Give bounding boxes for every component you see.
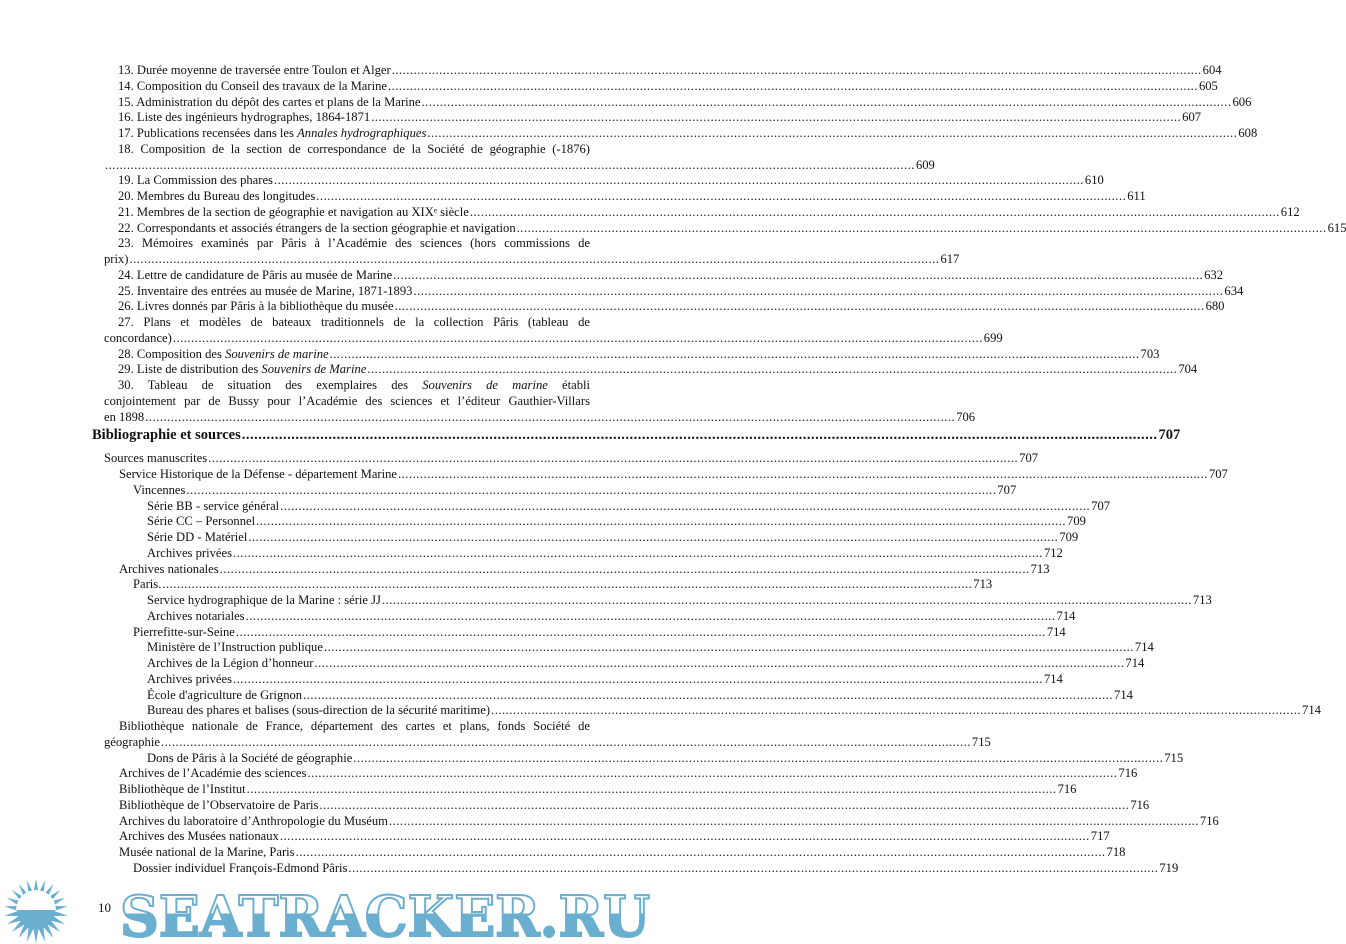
entry-title-text: 17. Publications recensées dans les bbox=[118, 126, 298, 140]
toc-entry-label bbox=[133, 483, 185, 499]
dot-leader bbox=[314, 656, 1124, 672]
dot-leader bbox=[173, 331, 983, 347]
toc-entry-label bbox=[147, 640, 323, 656]
entry-title-text: Archives du laboratoire d’Anthropologie du Muséum bbox=[119, 813, 388, 828]
entry-title-text: 16. Liste des ingénieurs hydrographes, 1864-1871 bbox=[118, 110, 371, 125]
page-number: 10 bbox=[98, 900, 111, 915]
toc-entry-label bbox=[133, 577, 161, 593]
toc-entry[interactable] bbox=[104, 719, 991, 751]
entry-title-text: 24. Lettre de candidature de Pâris au musée de Marine bbox=[118, 267, 393, 282]
toc-entry-line bbox=[104, 78, 1218, 95]
toc-entry[interactable] bbox=[104, 283, 1244, 300]
seatracker-watermark bbox=[0, 878, 668, 944]
entry-title-text: Archives de la Légion d’honneur bbox=[147, 656, 314, 670]
toc-entry[interactable] bbox=[104, 829, 1110, 845]
toc-entry-line bbox=[104, 766, 1138, 782]
entry-title-text: 14. Composition du Conseil des travaux de la Marine bbox=[118, 78, 387, 93]
sun-logo-icon bbox=[4, 879, 67, 943]
dot-leader bbox=[247, 782, 1057, 798]
entry-title-text: Paris. bbox=[133, 577, 162, 592]
entry-title-text: Archives des Musées nationaux bbox=[119, 829, 279, 844]
toc-entry-label bbox=[119, 829, 279, 845]
entry-title-text-post: établi bbox=[547, 378, 591, 392]
entry-title-text: Pierrefitte-sur-Seine bbox=[133, 624, 235, 639]
dot-leader bbox=[388, 79, 1198, 95]
toc-entry-label bbox=[133, 625, 235, 641]
toc-entry-line bbox=[104, 299, 1225, 315]
toc-entry-label bbox=[118, 63, 391, 79]
dot-leader bbox=[367, 362, 1177, 378]
dot-leader bbox=[129, 252, 939, 268]
page-ref: 632 bbox=[1204, 267, 1223, 282]
entry-title-text: Dossier individuel François-Edmond Pâris bbox=[133, 860, 348, 875]
dot-leader bbox=[330, 347, 1140, 363]
toc-entry-label bbox=[119, 845, 295, 861]
page-ref: 704 bbox=[1178, 362, 1198, 377]
dot-leader bbox=[422, 95, 1232, 111]
toc-entry[interactable] bbox=[104, 845, 1126, 861]
toc-entry[interactable] bbox=[104, 530, 1079, 546]
toc-entry-label bbox=[119, 798, 318, 814]
page-ref: 605 bbox=[1198, 78, 1218, 93]
entry-title-text: Archives privées bbox=[147, 671, 232, 686]
toc-entry-line bbox=[104, 687, 1133, 704]
toc-entry-line bbox=[104, 671, 1063, 688]
toc-entry-line bbox=[104, 362, 1198, 378]
entry-title-italic: Souvenirs de marine bbox=[422, 378, 548, 392]
dot-leader bbox=[353, 751, 1163, 767]
dot-leader bbox=[236, 625, 1046, 641]
dot-leader bbox=[233, 672, 1043, 688]
entry-title-text: 30. Tableau de situation des exemplaires des bbox=[118, 378, 423, 392]
toc-entry[interactable] bbox=[104, 267, 1223, 284]
dot-leader bbox=[256, 514, 1066, 530]
toc-entry-line bbox=[104, 813, 1219, 830]
toc-entry-label bbox=[118, 189, 315, 205]
toc-entry[interactable] bbox=[104, 782, 1077, 798]
entry-title-text: 22. Correspondants et associés étrangers de la section géographie et navigation bbox=[118, 220, 516, 235]
entry-title-text: Archives privées bbox=[147, 545, 232, 560]
page-ref: 607 bbox=[1182, 110, 1202, 125]
toc-entry[interactable] bbox=[104, 750, 1184, 767]
toc-entry-label bbox=[118, 284, 412, 300]
toc-entry-line bbox=[104, 94, 1252, 111]
entry-title-text: 15. Administration du dépôt des cartes et plans de la Marine bbox=[118, 94, 421, 109]
toc-entry[interactable] bbox=[104, 315, 1003, 347]
toc-entry-label bbox=[118, 205, 469, 221]
dot-leader bbox=[348, 861, 1158, 877]
entry-title-italic: Souvenirs de marine bbox=[225, 346, 329, 361]
page-ref: 713 bbox=[1030, 561, 1050, 576]
dot-leader bbox=[145, 410, 955, 426]
toc-entry-line bbox=[104, 656, 1145, 672]
toc-entry[interactable] bbox=[104, 173, 1104, 189]
entry-title-text: Sources manuscrites bbox=[104, 451, 208, 466]
toc-entry[interactable] bbox=[104, 346, 1160, 363]
toc-entry[interactable] bbox=[104, 141, 935, 174]
toc-entry-label bbox=[118, 110, 370, 126]
toc-entry[interactable] bbox=[104, 687, 1133, 704]
entry-title-text: 27. Plans et modèles de bateaux traditionnels de la collection Pâris (tableau de bbox=[118, 315, 590, 329]
toc-entry-line bbox=[104, 624, 1066, 641]
page-ref: 707 bbox=[997, 482, 1017, 497]
toc-entry-continuation: prix) bbox=[104, 252, 129, 266]
toc-entry-label bbox=[119, 766, 306, 782]
entry-title-text: Archives notariales bbox=[147, 608, 245, 623]
toc-entry-line bbox=[104, 63, 1222, 79]
page-ref: 718 bbox=[1106, 845, 1126, 859]
toc-entry-continuation: géographie bbox=[104, 734, 160, 749]
toc-entry-line bbox=[104, 173, 1104, 189]
toc-entry[interactable] bbox=[104, 78, 1218, 95]
toc-entry-label bbox=[118, 126, 426, 142]
dot-leader bbox=[220, 562, 1030, 578]
entry-title-text: Bibliothèque nationale de France, département des cartes et plans, fonds Société de bbox=[119, 719, 590, 733]
toc-entry[interactable] bbox=[104, 671, 1063, 688]
toc-entry[interactable] bbox=[104, 110, 1202, 126]
toc-entry[interactable] bbox=[104, 204, 1300, 221]
page-ref: 615 bbox=[1327, 220, 1346, 235]
dot-leader bbox=[186, 483, 996, 499]
toc-entry-label bbox=[147, 688, 302, 704]
toc-entry-first-line bbox=[104, 315, 590, 331]
toc-entry-line bbox=[104, 220, 1346, 237]
toc-entry-label bbox=[119, 467, 397, 483]
entry-title-text: Série DD - Matériel bbox=[147, 530, 248, 544]
page-ref: 715 bbox=[971, 734, 991, 749]
toc-entry-label bbox=[119, 562, 219, 578]
toc-entry[interactable] bbox=[104, 766, 1138, 782]
toc-entry-line bbox=[104, 482, 1017, 499]
toc-entry[interactable] bbox=[104, 299, 1225, 315]
toc-entry-line bbox=[104, 593, 1212, 609]
toc-entry-label bbox=[118, 95, 421, 111]
toc-entry-line bbox=[104, 829, 1110, 845]
toc-entry[interactable] bbox=[104, 220, 1346, 237]
page-ref: 707 bbox=[1158, 427, 1181, 444]
watermark-text: SEATRACKER.RU bbox=[120, 884, 650, 944]
toc-entry[interactable] bbox=[104, 608, 1076, 625]
dot-leader bbox=[427, 126, 1237, 142]
dot-leader bbox=[316, 189, 1126, 205]
page-ref: 612 bbox=[1280, 204, 1300, 219]
toc-entry-line bbox=[104, 782, 1077, 798]
dot-leader bbox=[280, 499, 1090, 515]
toc-entry[interactable] bbox=[104, 378, 976, 425]
toc-entry-label bbox=[147, 656, 313, 672]
dot-leader bbox=[398, 467, 1208, 483]
toc-entry[interactable] bbox=[104, 482, 1017, 499]
entry-title-italic: Annales hydrographiques bbox=[297, 126, 427, 140]
toc-entry-line bbox=[104, 750, 1184, 767]
toc-entry-last-line bbox=[104, 252, 960, 268]
entry-title-text: 19. La Commission des phares bbox=[118, 173, 273, 188]
dot-leader bbox=[242, 425, 1158, 445]
toc-entry-label bbox=[92, 425, 241, 445]
entry-title-text: 18. Composition de la section de correspondance de la Société de géographie (-1876) bbox=[118, 141, 590, 156]
page-ref: 709 bbox=[1059, 530, 1079, 544]
entry-title-text: 25. Inventaire des entrées au musée de Marine, 1871-1893 bbox=[118, 283, 413, 298]
dot-leader bbox=[274, 173, 1084, 189]
entry-title-text: 26. Livres donnés par Pâris à la bibliothèque du musée bbox=[118, 299, 394, 314]
entry-title-text: 28. Composition des bbox=[118, 346, 226, 361]
dot-leader bbox=[324, 640, 1134, 656]
page-ref: 617 bbox=[940, 252, 960, 266]
toc-entry-line bbox=[104, 467, 1228, 483]
toc-entry-label bbox=[118, 173, 273, 189]
toc-entry[interactable] bbox=[104, 797, 1150, 814]
page-ref: 634 bbox=[1224, 283, 1244, 298]
toc-entry[interactable] bbox=[104, 593, 1212, 609]
entry-title-text: Série BB - service général bbox=[147, 498, 280, 513]
page-ref: 713 bbox=[1192, 593, 1212, 607]
page-ref: 707 bbox=[1019, 451, 1039, 466]
table-of-contents bbox=[92, 63, 1346, 877]
entry-title-text: Bibliothèque de l’Observatoire de Paris bbox=[119, 797, 319, 812]
page-ref: 716 bbox=[1199, 813, 1219, 828]
dot-leader bbox=[105, 158, 915, 174]
toc-entry-label bbox=[118, 347, 329, 363]
toc-entry-line bbox=[104, 577, 993, 593]
page-ref: 719 bbox=[1159, 860, 1179, 875]
dot-leader bbox=[389, 814, 1199, 830]
page-ref: 609 bbox=[915, 157, 935, 172]
toc-entry-label bbox=[118, 299, 394, 315]
toc-entry[interactable] bbox=[92, 425, 1181, 445]
page-ref: 712 bbox=[1043, 545, 1063, 560]
toc-entry-line bbox=[104, 545, 1063, 562]
toc-entry-line bbox=[104, 498, 1111, 515]
toc-entry-label bbox=[147, 703, 490, 719]
toc-entry[interactable] bbox=[104, 94, 1252, 111]
toc-entry-label bbox=[118, 362, 366, 378]
toc-entry-last-line bbox=[104, 330, 1003, 347]
entry-title-text: Vincennes bbox=[133, 482, 186, 497]
toc-entry[interactable] bbox=[104, 498, 1111, 515]
toc-entry-label bbox=[147, 609, 245, 625]
toc-entry-line bbox=[92, 425, 1181, 445]
entry-title-text: 13. Durée moyenne de traversée entre Toulon et Alger bbox=[118, 63, 391, 77]
page-ref: 714 bbox=[1302, 703, 1321, 718]
toc-entry-last-line bbox=[104, 157, 935, 174]
page-ref: 610 bbox=[1084, 173, 1104, 188]
toc-entry-line bbox=[104, 561, 1050, 578]
toc-entry[interactable] bbox=[104, 467, 1228, 483]
toc-entry-line bbox=[104, 283, 1244, 300]
page-ref: 707 bbox=[1208, 467, 1228, 481]
dot-leader bbox=[307, 766, 1117, 782]
entry-title-italic: Souvenirs de Marine bbox=[261, 362, 367, 377]
dot-leader bbox=[303, 688, 1113, 704]
toc-entry-label bbox=[147, 499, 279, 515]
toc-entry-line bbox=[104, 267, 1223, 284]
dot-leader bbox=[233, 546, 1043, 562]
toc-entry-label bbox=[147, 514, 255, 530]
dot-leader bbox=[382, 593, 1192, 609]
toc-entry[interactable] bbox=[104, 451, 1039, 467]
toc-entry-line bbox=[104, 530, 1079, 546]
toc-entry-middle-line: conjointement par de Bussy pour l’Académie des sciences et l’éditeur Gauthier-Villars bbox=[104, 393, 590, 408]
toc-entry[interactable] bbox=[104, 545, 1063, 562]
page-ref: 680 bbox=[1205, 299, 1225, 314]
toc-entry-continuation: en 1898 bbox=[104, 409, 145, 424]
toc-entry-line bbox=[104, 346, 1160, 363]
toc-entry[interactable] bbox=[104, 577, 993, 593]
entry-title-text: 23. Mémoires examinés par Pâris à l’Académie des sciences (hors commissions de bbox=[118, 236, 590, 251]
toc-entry[interactable] bbox=[104, 813, 1219, 830]
toc-entry-label bbox=[118, 268, 392, 284]
entry-title-text: Bureau des phares et balises (sous-direction de la sécurité maritime) bbox=[147, 703, 491, 718]
page-ref: 714 bbox=[1114, 687, 1133, 702]
entry-title-text: École d'agriculture de Grignon bbox=[147, 687, 303, 702]
toc-entry-label bbox=[133, 861, 347, 877]
page-ref: 717 bbox=[1090, 829, 1110, 844]
toc-entry-label bbox=[147, 751, 352, 767]
toc-entry-continuation: concordance) bbox=[104, 330, 172, 345]
page-ref: 713 bbox=[973, 577, 993, 592]
dot-leader bbox=[517, 221, 1327, 237]
toc-entry-label bbox=[118, 221, 516, 237]
toc-entry-label bbox=[104, 451, 207, 467]
dot-leader bbox=[208, 451, 1018, 467]
toc-entry[interactable] bbox=[104, 860, 1179, 877]
page-ref: 716 bbox=[1057, 782, 1077, 796]
toc-entry-last-line bbox=[104, 409, 976, 426]
page-ref: 715 bbox=[1164, 750, 1184, 765]
toc-entry-label bbox=[118, 79, 387, 95]
page-ref: 699 bbox=[983, 330, 1003, 345]
dot-leader bbox=[161, 735, 971, 751]
entry-title-text: Ministère de l’Instruction publique bbox=[147, 640, 323, 655]
toc-entry-first-line bbox=[104, 378, 590, 394]
page-ref: 714 bbox=[1046, 624, 1066, 639]
toc-entry[interactable] bbox=[104, 63, 1222, 79]
toc-entry-line bbox=[104, 608, 1076, 625]
entry-title-text: 29. Liste de distribution des bbox=[118, 362, 262, 377]
toc-entry[interactable] bbox=[104, 362, 1198, 378]
toc-entry-line bbox=[104, 797, 1150, 814]
toc-entry[interactable] bbox=[104, 236, 960, 268]
page-ref: 608 bbox=[1238, 126, 1258, 140]
toc-entry-label bbox=[147, 546, 232, 562]
toc-entry-line bbox=[104, 514, 1086, 530]
dot-leader bbox=[280, 829, 1090, 845]
page-ref: 606 bbox=[1232, 94, 1252, 109]
entry-title-text: Dons de Pâris à la Société de géographie bbox=[147, 750, 353, 765]
page-ref: 709 bbox=[1067, 514, 1086, 529]
dot-leader bbox=[395, 299, 1205, 315]
toc-entry[interactable] bbox=[104, 514, 1086, 530]
toc-entry-label bbox=[147, 530, 247, 546]
page-ref: 714 bbox=[1125, 656, 1145, 670]
entry-title-text: Archives de l’Académie des sciences bbox=[119, 766, 307, 781]
page-ref: 611 bbox=[1127, 189, 1146, 203]
entry-title-text: Service Historique de la Défense - département Marine bbox=[119, 467, 397, 481]
toc-entry-first-line bbox=[104, 142, 590, 158]
dot-leader bbox=[296, 845, 1106, 861]
dot-leader bbox=[371, 110, 1181, 126]
page-ref: 714 bbox=[1043, 671, 1063, 686]
entry-title-text: 20. Membres du Bureau des longitudes bbox=[118, 189, 316, 203]
entry-title-text: Archives nationales bbox=[119, 561, 219, 576]
entry-title-text: Série CC – Personnel bbox=[147, 514, 256, 529]
toc-entry-line bbox=[104, 845, 1126, 861]
toc-entry-first-line bbox=[104, 719, 590, 735]
page-ref: 714 bbox=[1134, 640, 1154, 655]
page-ref: 714 bbox=[1056, 608, 1076, 623]
toc-entry[interactable] bbox=[104, 189, 1146, 205]
page-ref: 604 bbox=[1202, 63, 1222, 77]
entry-title-text: 21. Membres de la section de géographie et navigation au XIXᵉ siècle bbox=[118, 204, 469, 219]
dot-leader bbox=[413, 284, 1223, 300]
dot-leader bbox=[162, 577, 972, 593]
toc-entry-line bbox=[104, 703, 1321, 719]
page-ref: 706 bbox=[956, 409, 976, 424]
toc-entry[interactable] bbox=[104, 640, 1154, 656]
dot-leader bbox=[248, 530, 1058, 546]
toc-entry[interactable] bbox=[104, 126, 1258, 142]
toc-entry-line bbox=[104, 640, 1154, 656]
toc-entry-label bbox=[147, 593, 381, 609]
dot-leader bbox=[246, 609, 1056, 625]
toc-entry-label bbox=[119, 782, 246, 798]
page-ref: 703 bbox=[1140, 346, 1160, 361]
dot-leader bbox=[491, 703, 1301, 719]
toc-entry-first-line bbox=[104, 236, 590, 252]
toc-entry[interactable] bbox=[104, 656, 1145, 672]
dot-leader bbox=[393, 268, 1203, 284]
toc-entry-line bbox=[104, 110, 1202, 126]
entry-title-text: Musée national de la Marine, Paris bbox=[119, 845, 295, 859]
toc-entry[interactable] bbox=[104, 624, 1066, 641]
dot-leader bbox=[319, 798, 1129, 814]
toc-entry-line bbox=[104, 451, 1039, 467]
toc-entry-line bbox=[104, 189, 1146, 205]
dot-leader bbox=[470, 205, 1280, 221]
toc-entry-label bbox=[119, 814, 388, 830]
toc-entry-last-line bbox=[104, 734, 991, 751]
toc-entry-line bbox=[104, 126, 1258, 142]
page-ref: 716 bbox=[1130, 797, 1150, 812]
toc-entry-label bbox=[147, 672, 232, 688]
toc-entry[interactable] bbox=[104, 561, 1050, 578]
dot-leader bbox=[392, 63, 1202, 79]
page-ref: 716 bbox=[1118, 766, 1138, 781]
entry-title-text: Bibliothèque de l’Institut bbox=[119, 782, 246, 796]
entry-title-text: Service hydrographique de la Marine : série JJ bbox=[147, 593, 381, 607]
toc-entry-line bbox=[104, 204, 1300, 221]
entry-title-text: Bibliographie et sources bbox=[92, 427, 241, 444]
toc-entry-line bbox=[104, 860, 1179, 877]
page-ref: 707 bbox=[1091, 498, 1111, 513]
toc-entry[interactable] bbox=[104, 703, 1321, 719]
